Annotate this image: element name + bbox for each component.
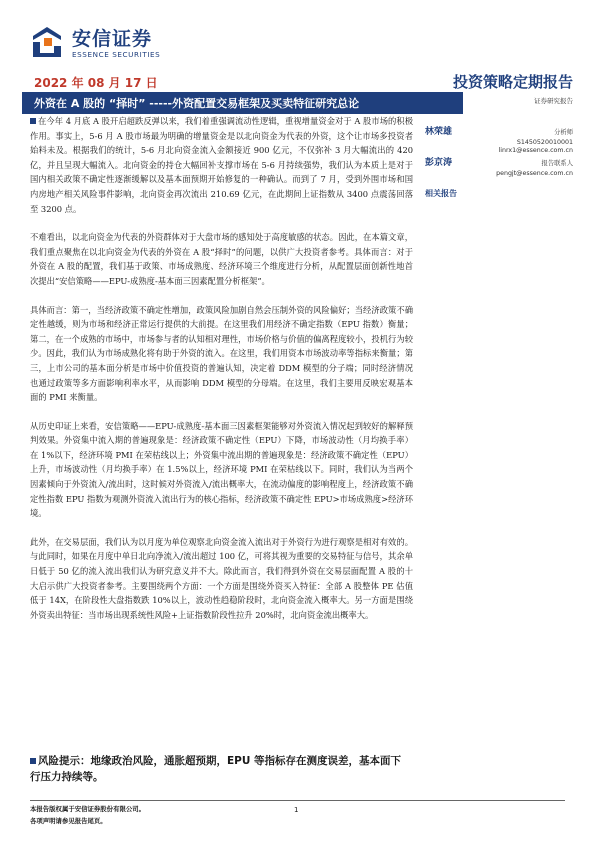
body-paragraph: 不难看出，以北向资金为代表的外资群体对于大盘市场的感知处于高度敏感的状态。因此，在本篇文章，我们重点聚焦在以北向资金为代表的外资在 A 股“择时”的问题，以供广大投资者参考。具体而言：对于外资在 A 股的配置，我们基于政策、市场成熟度、经济环境三个维度进行分析，从配置层面创新性地首次提出“安信策略——EPU-成熟度-基本面三因素配置分析框架”。: [30, 232, 413, 286]
analyst-role: 分析师: [554, 129, 573, 136]
contact-name: 彭京涛: [425, 158, 453, 168]
footer-statement: 各项声明请参见报告尾页。: [30, 817, 107, 825]
square-bullet-icon: [30, 758, 36, 764]
body-paragraph: 具体而言：第一，当经济政策不确定性增加，政策风险加剧自然会压制外资的风险偏好；当经济政策不确定性越缓，则为市场和经济正常运行提供的大前提。在这里我们用经济不确定指数（EPU 指数）衡量；第二，在一个成熟的市场中，市场参与者的认知相对理性，市场价格与价值的偏离程度较小，投机行为较少。因此，我们认为市场成熟化将有助于外资的流入。在这里，我们用资本市场波动率等指标来衡量；第三，上市公司的基本面分析是市场中价值投资的普遍认知，决定着 DDM 模型的分子端；同时经济情况也通过政策等多方面影响利率水平，从而影响 DDM 模型的分母端。在这里，我们主要用反映宏观基本面的 PMI 来衡量。: [30, 304, 413, 403]
report-title: 外资在 A 股的 “择时” -----外资配置交易框架及买卖特征研究总论: [34, 97, 360, 110]
analyst-id: S1450520010001: [516, 139, 573, 146]
report-date: 2022 年 08 月 17 日: [34, 76, 158, 90]
analyst-name: 林荣雄: [425, 127, 453, 137]
body-paragraph: 此外，在交易层面，我们认为以月度为单位观察北向资金流入流出对于外资行为进行观察是相对有效的。与此同时，如果在月度中单日北向净流入/流出超过 100 亿，可将其视为重要的交易特征与信号，其余单日低于 50 亿的流入流出我们认为研究意义并不大。除此而言，我们得到外资在交易层面配置 A 股的十大启示供广大投资者参考。主要围绕两个方面：一个方面是围绕外资买入特征：全部 A 股整体 PE 估值低于 14X，在阶段性大盘指数跌 10%以上，波动性趋稳阶段时，北向资金流入概率大。另一方面是围绕外资卖出特征：当市场出现系统性风险+上证指数阶段性拉升 20%时，北向资金流出概率大。: [30, 536, 413, 620]
paragraph-text: 在今年 4 月底 A 股开启超跌反弹以来，我们着重强调流动性逻辑，重视增量资金对于 A 股市场的积极作用。事实上，5-6 月 A 股市场最为明确的增量资金是以北向资金为代表的外资，这个让市场多投资者始料未及。根据我们的统计，5-6 月北向资金流入金额接近 900 亿元，不仅弥补 3 月大幅流出的 420 亿，并且呈现大幅流入。北向资金的持仓大幅回补支撑市场在 5-6 月持续强势，我们认为本质上是对于国内相关政策不确定性逐渐缓解以及基本面预期开始修复的一种确认。而到了 7 月，受到外围市场和国内房地产相关风险事件影响，北向资金再次流出 210.69 亿元，在此期间上证指数从 3400 点震荡回落至 3200 点。: [30, 116, 413, 214]
body-paragraph: [30, 114, 413, 216]
contact-email[interactable]: pengjt@essence.com.cn: [496, 170, 573, 177]
logo-text-cn: 安信证券: [72, 28, 153, 50]
square-bullet-icon: [30, 118, 36, 124]
report-type-heading: 投资策略定期报告: [452, 73, 573, 91]
analyst-card: [425, 124, 573, 154]
company-logo-icon: [30, 24, 64, 58]
risk-warning: [30, 753, 410, 785]
page-number: 1: [294, 806, 299, 814]
contact-role: 报告联系人: [541, 160, 573, 167]
risk-text: 风险提示：地缘政治风险，通胀超预期，EPU 等指标存在测度误差，基本面下行压力持续等。: [30, 755, 402, 783]
report-subtype: 证券研究报告: [534, 97, 573, 105]
body-paragraph: 从历史印证上来看，安信策略——EPU-成熟度-基本面三因素框架能够对外资流入情况起到较好的解释预判效果。外资集中流入期的普遍现象是：经济政策不确定性（EPU）下降，市场波动性（月均换手率）在 1%以下，经济环境 PMI 在荣枯线以上；外资集中流出期的普遍现象是：经济政策不确定性（EPU）上升，市场波动性（月均换手率）在 1.5%以上，经济环境 PMI 在荣枯线以下。同时，我们认为当两个因素倾向于外资流入/流出时，这时候对外资流入/流出概率大，在流动偏度的影响程度上，经济政策不确定性指数 EPU 指数为观测外资流入流出行为的核心指标，经济政策不确定性 EPU>市场成熟度>经济环境。: [30, 420, 413, 519]
footer-copyright: 本报告版权属于安信证券股份有限公司。: [30, 805, 146, 813]
logo-text-en: ESSENCE SECURITIES: [72, 50, 161, 59]
contact-card: [425, 155, 573, 177]
footer-divider: [30, 800, 565, 801]
analyst-email[interactable]: linrx1@essence.com.cn: [498, 147, 573, 154]
related-reports-heading: 相关报告: [425, 189, 457, 198]
footer-disclaimer: [30, 803, 145, 827]
report-body: [30, 114, 413, 622]
